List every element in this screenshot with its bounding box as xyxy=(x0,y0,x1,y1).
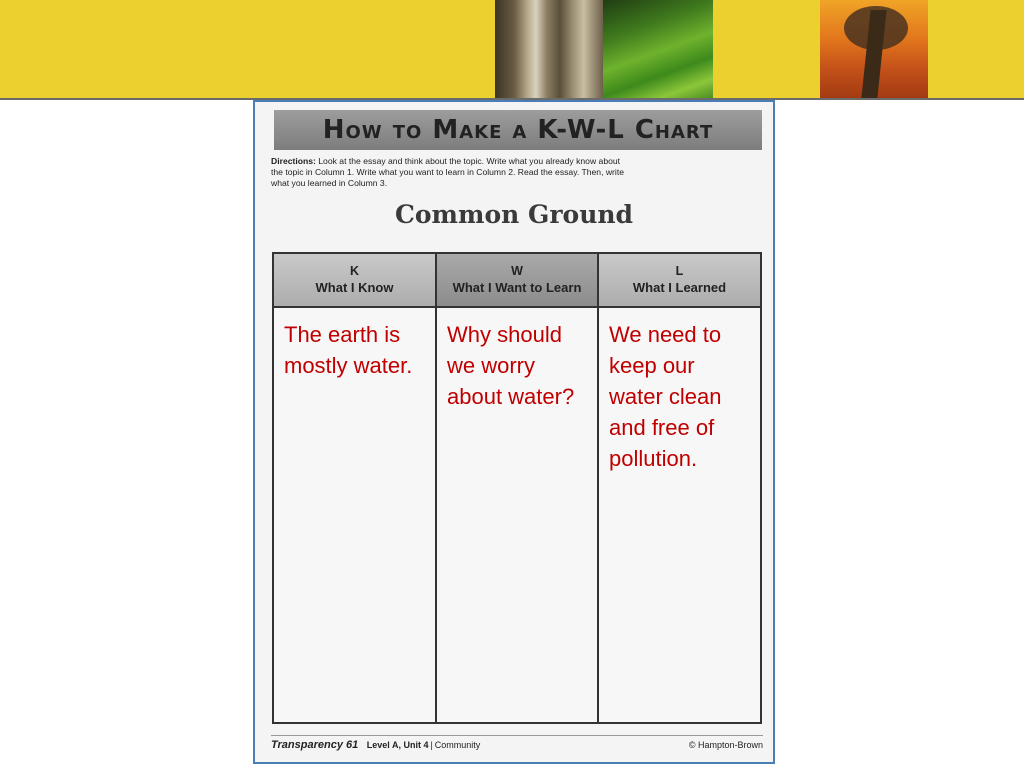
column-l-letter: L xyxy=(675,264,684,278)
directions-text: Look at the essay and think about the topic. Write what you already know about the topic in Column 1. Write what you want to learn in Column 2. Read the essay. Then, write what you learned in Column 3. xyxy=(271,156,624,188)
transparency-sheet xyxy=(253,100,775,764)
footer-divider xyxy=(271,735,763,736)
unit-topic: Community xyxy=(434,740,481,750)
directions xyxy=(271,156,631,189)
kwl-chart xyxy=(272,252,762,724)
column-k-header xyxy=(274,254,435,308)
column-k xyxy=(274,254,437,722)
column-k-letter: K xyxy=(349,264,360,278)
transparency-number: Transparency 61 xyxy=(271,739,359,751)
sheet-title: How to Make a K-W-L Chart xyxy=(322,115,714,145)
column-l-entry: We need to keep our water clean and free of pollution. xyxy=(609,322,722,471)
top-banner xyxy=(0,0,1024,99)
green-hills-photo xyxy=(603,0,713,98)
column-w-header xyxy=(437,254,597,308)
column-w-letter: W xyxy=(511,264,523,278)
essay-title: Common Ground xyxy=(394,200,634,229)
directions-label: Directions: xyxy=(271,156,316,166)
column-k-entry: The earth is mostly water. xyxy=(284,322,413,378)
column-w-entry: Why should we worry about water? xyxy=(447,322,575,409)
column-w-label: What I Want to Learn xyxy=(452,280,582,295)
column-k-label: What I Know xyxy=(315,280,394,295)
column-l-label: What I Learned xyxy=(632,280,727,295)
copyright: © Hampton-Brown xyxy=(688,740,763,750)
curtain-photo xyxy=(495,0,603,98)
tree-photo xyxy=(820,0,928,98)
column-l-header xyxy=(599,254,760,308)
footer-separator: | xyxy=(430,740,433,750)
sheet-footer xyxy=(271,739,763,755)
level-unit: Level A, Unit 4 xyxy=(366,740,429,750)
title-bar xyxy=(274,110,762,150)
column-w xyxy=(437,254,599,722)
column-l xyxy=(599,254,760,722)
